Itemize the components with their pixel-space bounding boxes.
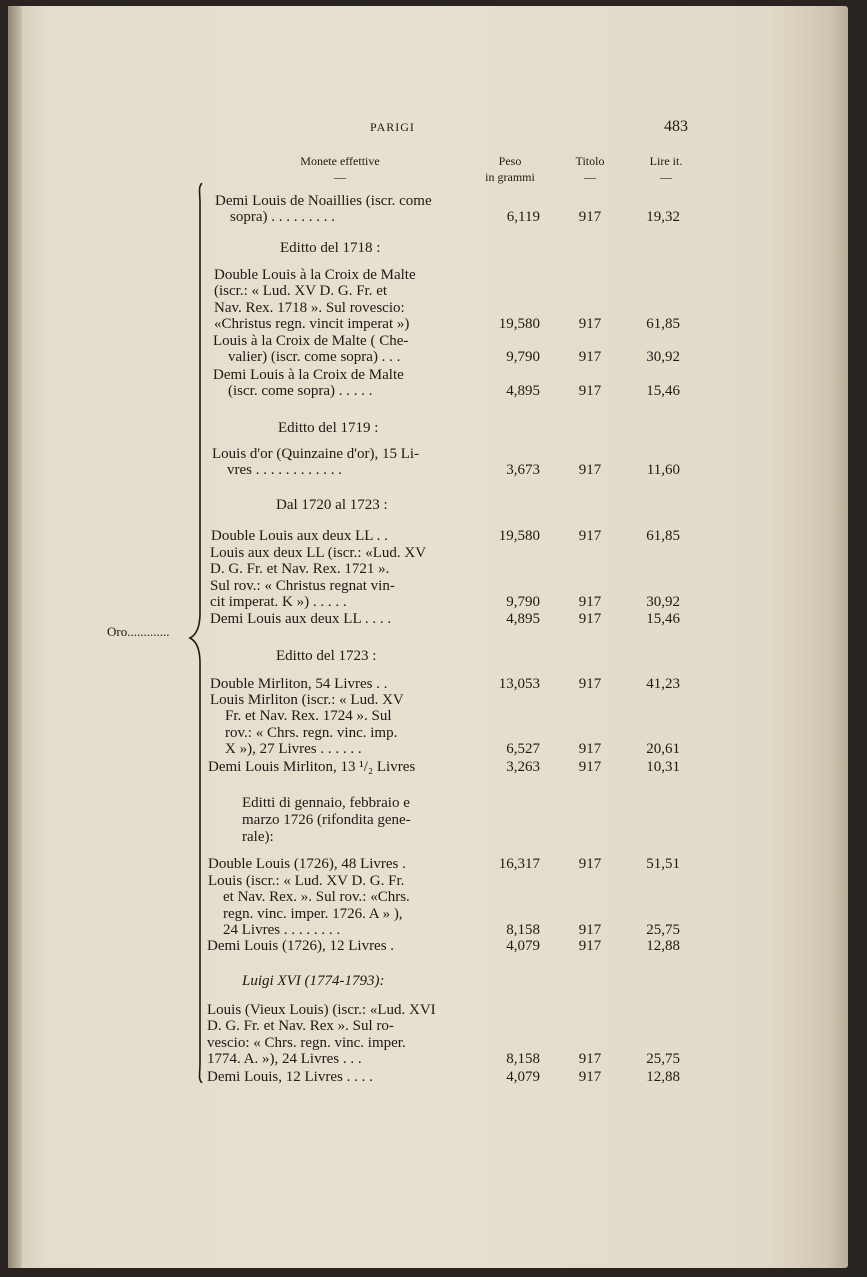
cell-titolo: 917 <box>578 383 602 400</box>
table-row-desc-line: Double Mirliton, 54 Livres . . <box>210 676 388 692</box>
cell-lire: 30,92 <box>646 349 680 366</box>
cell-peso: 13,053 <box>498 676 540 692</box>
col-header-dash: — <box>334 170 346 184</box>
section-heading: Luigi XVI (1774-1793): <box>242 973 385 989</box>
col-header-desc <box>280 153 400 185</box>
cell-titolo: 917 <box>578 759 602 775</box>
table-row-desc-line: 24 Livres . . . . . . . . <box>223 922 341 939</box>
table-row-desc-line: Demi Louis Mirliton, 13 ¹/₂ Livres <box>208 759 416 775</box>
cell-titolo: 917 <box>578 922 602 939</box>
cell-lire: 51,51 <box>646 856 680 872</box>
cell-peso: 8,158 <box>506 1051 540 1068</box>
cell-lire: 41,23 <box>646 676 680 692</box>
table-row-desc-line: Demi Louis aux deux LL . . . . <box>210 611 392 627</box>
cell-titolo: 917 <box>578 209 602 226</box>
page-title: PARIGI <box>370 120 415 134</box>
cell-peso: 19,580 <box>498 528 540 544</box>
table-row-desc-line: cit imperat. K ») . . . . . <box>210 594 347 611</box>
cell-peso: 3,263 <box>506 759 540 775</box>
table-row-desc-line: Nav. Rex. 1718 ». Sul rovescio: <box>214 299 405 316</box>
cell-lire: 12,88 <box>646 1069 680 1085</box>
cell-titolo: 917 <box>578 676 602 692</box>
table-row-desc-line: Fr. et Nav. Rex. 1724 ». Sul <box>225 708 392 725</box>
table-row-desc-line: Louis (iscr.: « Lud. XV D. G. Fr. <box>208 873 405 889</box>
page-number: 483 <box>664 118 688 135</box>
cell-titolo: 917 <box>578 1069 602 1085</box>
section-heading: marzo 1726 (rifondita gene- <box>242 812 411 828</box>
cell-peso: 16,317 <box>498 856 540 872</box>
table-row-desc-line: (iscr. come sopra) . . . . . <box>228 383 373 400</box>
section-heading: Editto del 1719 : <box>278 420 379 436</box>
section-heading: Editto del 1718 : <box>280 240 381 256</box>
table-row-desc-line: valier) (iscr. come sopra) . . . <box>228 349 401 366</box>
cell-peso: 4,079 <box>506 1069 540 1085</box>
cell-lire: 15,46 <box>646 383 680 400</box>
col-header-desc-label: Monete effettive <box>300 154 380 168</box>
cell-titolo: 917 <box>578 938 602 954</box>
cell-lire: 30,92 <box>646 594 680 611</box>
col-header-peso: Peso in grammi <box>485 154 535 184</box>
cell-lire: 25,75 <box>646 1051 680 1068</box>
cell-lire: 19,32 <box>646 209 680 226</box>
table-row-desc-line: 1774. A. »), 24 Livres . . . <box>207 1051 362 1068</box>
col-header-dash: — <box>660 170 672 184</box>
table-row-desc-line: (iscr.: « Lud. XV D. G. Fr. et <box>214 283 388 300</box>
cell-peso: 3,673 <box>506 462 540 479</box>
section-heading: Editto del 1723 : <box>276 648 377 664</box>
cell-lire: 61,85 <box>646 316 680 333</box>
page-binding <box>8 6 22 1268</box>
cell-lire: 25,75 <box>646 922 680 939</box>
cell-peso: 4,895 <box>506 383 540 400</box>
table-row-desc-line: Demi Louis (1726), 12 Livres . <box>207 938 395 954</box>
table-row-desc-line: regn. vinc. imper. 1726. A » ), <box>223 905 403 922</box>
cell-peso: 8,158 <box>506 922 540 939</box>
cell-lire: 12,88 <box>646 938 680 954</box>
table-row-desc-line: D. G. Fr. et Nav. Rex. 1721 ». <box>210 561 390 578</box>
curly-brace <box>188 183 206 1083</box>
cell-titolo: 917 <box>578 528 602 544</box>
table-row-desc-line: «Christus regn. vincit imperat ») <box>214 316 410 333</box>
table-row-desc-line: Louis (Vieux Louis) (iscr.: «Lud. XVI <box>207 1002 436 1018</box>
cell-titolo: 917 <box>578 594 602 611</box>
section-heading: Editti di gennaio, febbraio e <box>242 795 410 811</box>
cell-titolo: 917 <box>578 611 602 627</box>
table-row-desc-line: sopra) . . . . . . . . . <box>230 209 335 226</box>
col-header-titolo-label: Titolo <box>575 154 605 168</box>
table-row-desc-line: et Nav. Rex. ». Sul rov.: «Chrs. <box>223 889 410 906</box>
section-heading: rale): <box>242 829 274 845</box>
table-row-desc-line: Louis à la Croix de Malte ( Che- <box>213 333 409 349</box>
cell-titolo: 917 <box>578 1051 602 1068</box>
cell-lire: 61,85 <box>646 528 680 544</box>
col-header-titolo <box>565 153 615 185</box>
table-row-desc-line: Demi Louis de Noaillies (iscr. come <box>215 193 432 209</box>
col-header-dash: — <box>584 170 596 184</box>
col-header-lire-label: Lire it. <box>649 154 683 168</box>
table-row-desc-line: Louis aux deux LL (iscr.: «Lud. XV <box>210 545 427 561</box>
table-row-desc-line: Demi Louis, 12 Livres . . . . <box>207 1069 373 1085</box>
cell-titolo: 917 <box>578 462 602 479</box>
table-row-desc-line: Louis Mirliton (iscr.: « Lud. XV <box>210 692 404 708</box>
cell-lire: 10,31 <box>646 759 680 775</box>
cell-peso: 6,527 <box>506 741 540 758</box>
cell-peso: 6,119 <box>506 209 540 226</box>
table-row-desc-line: rov.: « Chrs. regn. vinc. imp. <box>225 724 398 741</box>
group-label-oro: Oro............. <box>107 624 170 639</box>
section-heading: Dal 1720 al 1723 : <box>276 497 388 513</box>
table-row-desc-line: vescio: « Chrs. regn. vinc. imper. <box>207 1034 406 1051</box>
cell-titolo: 917 <box>578 349 602 366</box>
cell-titolo: 917 <box>578 856 602 872</box>
cell-peso: 4,895 <box>506 611 540 627</box>
cell-titolo: 917 <box>578 316 602 333</box>
col-header-lire <box>636 153 696 185</box>
table-row-desc-line: D. G. Fr. et Nav. Rex ». Sul ro- <box>207 1018 394 1035</box>
cell-peso: 9,790 <box>506 594 540 611</box>
cell-peso: 19,580 <box>498 316 540 333</box>
cell-peso: 4,079 <box>506 938 540 954</box>
cell-peso: 9,790 <box>506 349 540 366</box>
table-row-desc-line: Double Louis (1726), 48 Livres . <box>208 856 406 872</box>
table-row-desc-line: Sul rov.: « Christus regnat vin- <box>210 577 395 594</box>
table-row-desc-line: X »), 27 Livres . . . . . . <box>225 741 362 758</box>
table-row-desc-line: Double Louis à la Croix de Malte <box>214 267 416 283</box>
cell-lire: 11,60 <box>646 462 680 479</box>
table-row-desc-line: vres . . . . . . . . . . . . <box>227 462 342 479</box>
table-row-desc-line: Double Louis aux deux LL . . <box>211 528 388 544</box>
cell-titolo: 917 <box>578 741 602 758</box>
cell-lire: 20,61 <box>646 741 680 758</box>
table-row-desc-line: Demi Louis à la Croix de Malte <box>213 367 404 383</box>
table-row-desc-line: Louis d'or (Quinzaine d'or), 15 Li- <box>212 446 420 462</box>
cell-lire: 15,46 <box>646 611 680 627</box>
